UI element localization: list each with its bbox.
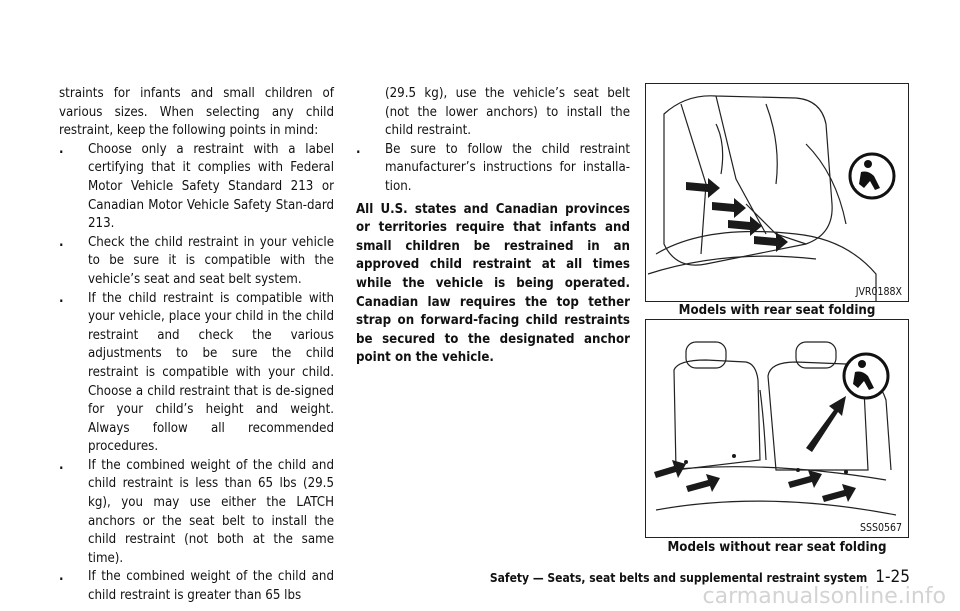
watermark: carmanualsonline.info [702,584,946,609]
text-column-middle [356,85,630,368]
bullet-dot: . [356,141,361,157]
figure-code: SSS0567 [859,522,902,534]
bullet-item [59,290,334,457]
bullet-text: Check the child restraint in your vehicle to be sure it is compatible with the vehicle’s seat and seat belt system. [88,234,334,287]
bullet-dot: . [59,457,64,473]
bullet-text: Be sure to follow the child restraint manufacturer’s instructions for installa-tion. [385,141,630,194]
bullet-item [59,457,334,569]
bullet-text: If the combined weight of the child and child restraint is less than 65 lbs (29.5 kg), you may use either the LATCH anchors or the seat belt to install the child restraint (not both at the same time). [88,457,334,566]
figure-code: JVR0188X [855,286,902,298]
bullet-item [356,141,630,197]
bullet-dot: . [59,290,64,306]
page-number: 1-25 [875,567,910,587]
bullet-dot: . [59,234,64,250]
figure-caption: Models with rear seat folding [678,303,876,318]
section-title: Safety — Seats, seat belts and supplemental restraint system [489,571,868,585]
intro-paragraph: straints for infants and small children of various sizes. When selecting any child restraint, keep the following points in mind: [59,86,334,139]
bullet-dot: . [59,569,64,585]
rear-seat-no-folding-illustration [646,320,908,537]
bullet-text: If the combined weight of the child and child restraint is greater than 65 lbs [88,569,334,604]
bullet-text: If the child restraint is compatible with your vehicle, place your child in the child restraint and check the various adjustments to be sure the child restraint is compatible with your child. Choose a child restraint that is de-signed for your child’s height and weight. Always follow all recommended procedures. [88,290,334,455]
rear-seat-folding-illustration [646,84,908,301]
bullet-dot: . [59,141,64,157]
continuation-paragraph: (29.5 kg), use the vehicle’s seat belt (not the lower anchors) to install the child restraint. [385,86,630,139]
bullet-item [59,568,334,605]
bullet-text: Choose only a restraint with a label certifying that it complies with Federal Motor Vehicle Safety Standard 213 or Canadian Motor Vehicle Safety Stan-dard 213. [88,141,334,232]
text-column-left [59,85,334,606]
figure-rear-seat-no-folding [645,319,909,538]
bullet-item [59,141,334,234]
legal-warning: All U.S. states and Canadian provinces or territories require that infants and small children be restrained in an approved child restraint at all times while the vehicle is being operated. Canadian law requires the top tether strap on forward-facing child restraints be secured to the designated anchor point on the vehicle. [356,201,630,366]
figure-rear-seat-folding [645,83,909,302]
figure-caption: Models without rear seat folding [667,540,887,555]
bullet-item [59,234,334,290]
